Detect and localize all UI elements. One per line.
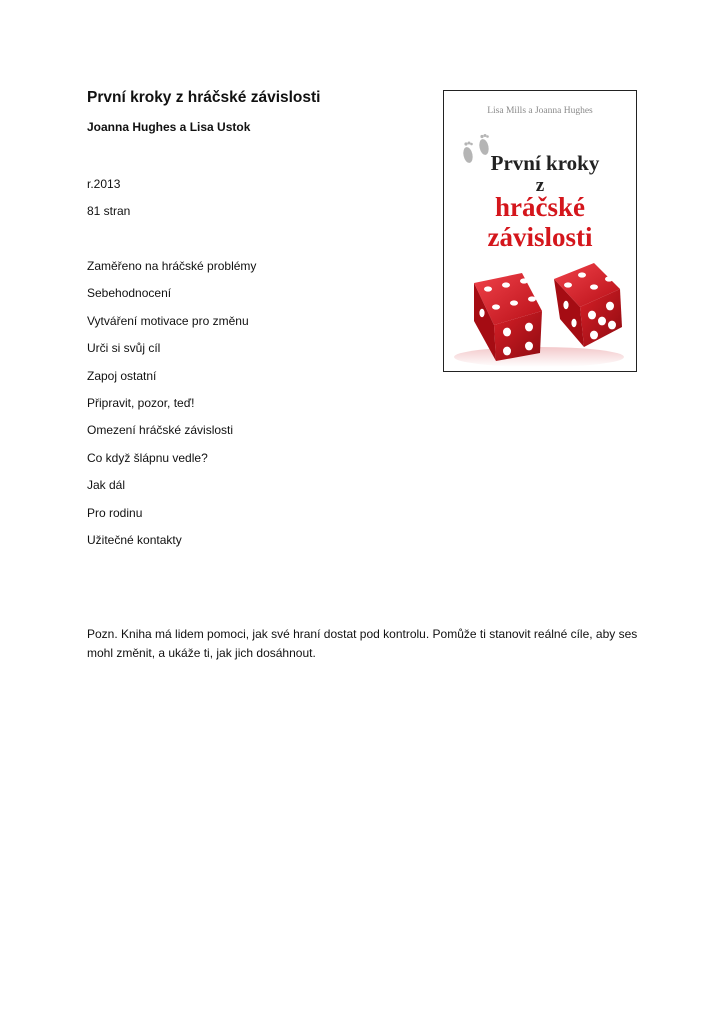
book-authors: Joanna Hughes a Lisa Ustok	[87, 120, 251, 134]
contents-item: Sebehodnocení	[87, 286, 172, 301]
cover-title-line: závislosti	[487, 222, 593, 252]
cover-title-line: První kroky	[490, 151, 600, 175]
page-count: 81 stran	[87, 204, 131, 218]
contents-item: Omezení hráčské závislosti	[87, 423, 234, 438]
contents-item: Pro rodinu	[87, 505, 143, 520]
cover-authors: Lisa Mills a Joanna Hughes	[487, 106, 593, 116]
contents-list	[87, 259, 256, 560]
contents-item: Zapoj ostatní	[87, 368, 157, 383]
publication-year: r.2013	[87, 177, 121, 191]
book-note: Pozn. Kniha má lidem pomoci, jak své hraní dostat pod kontrolu. Pomůže ti stanovit reálné cíle, aby ses mohl změnit, a ukáže ti, jak jich dosáhnout.	[87, 627, 638, 660]
contents-item: Jak dál	[87, 478, 126, 493]
contents-item: Vytváření motivace pro změnu	[87, 313, 249, 328]
contents-item: Užitečné kontakty	[87, 532, 182, 547]
book-title: První kroky z hráčské závislosti	[87, 89, 321, 106]
red-dice-icon	[444, 261, 636, 371]
contents-item: Zaměřeno na hráčské problémy	[87, 259, 257, 273]
cover-title-line: z	[535, 175, 545, 196]
contents-item: Co když šlápnu vedle?	[87, 450, 208, 465]
contents-item: Připravit, pozor, teď!	[87, 395, 195, 410]
book-cover-image	[443, 90, 637, 372]
contents-item: Urči si svůj cíl	[87, 341, 161, 356]
cover-title-line: hráčské	[495, 192, 585, 222]
